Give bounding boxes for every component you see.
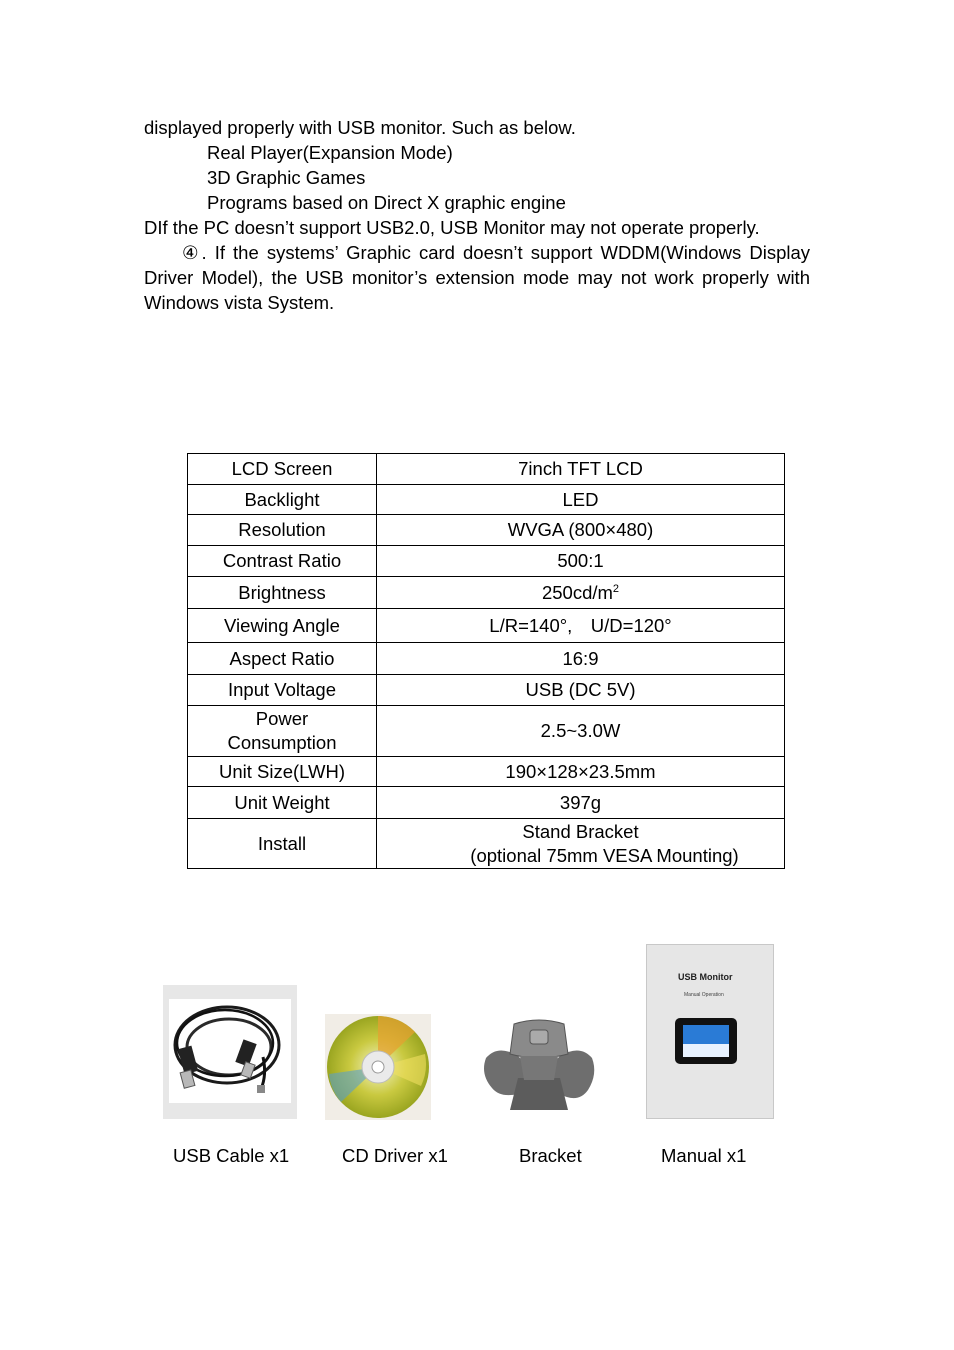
wddm-note-line2: Driver Model), the USB monitor’s extension mode may not work properly with [144,267,810,288]
cd-driver-photo [325,1014,431,1120]
spec-label: Input Voltage [188,675,377,706]
spec-label: Aspect Ratio [188,643,377,675]
bracket-icon [478,1018,600,1114]
spec-table [187,453,785,869]
spec-label: Viewing Angle [188,609,377,643]
spec-value: USB (DC 5V) [377,675,785,706]
intro-item-real-player: Real Player(Expansion Mode) [207,142,453,163]
spec-label-line1: Power [255,708,309,729]
cd-disc-icon [325,1014,431,1120]
wddm-marker: ④ [182,242,202,263]
spec-label: Contrast Ratio [188,546,377,577]
spec-value: 16:9 [377,643,785,675]
caption-bracket: Bracket [519,1145,582,1166]
table-row [188,819,785,869]
table-row [188,546,785,577]
wddm-note-line3: Windows vista System. [144,292,335,313]
table-row [188,454,785,485]
monitor-icon [675,1018,737,1066]
manual-cover-title: USB Monitor [678,972,733,982]
spec-value: L/R=140°, U/D=120° [377,609,785,643]
intro-line: displayed properly with USB monitor. Such as below. [144,117,576,138]
spec-value: LED [377,485,785,515]
table-row [188,643,785,675]
spec-value-line2: (optional 75mm VESA Mounting) [470,844,739,866]
spec-value-text: 250cd/m [541,581,613,603]
spec-value: 7inch TFT LCD [377,454,785,485]
intro-item-3d-games: 3D Graphic Games [207,167,366,188]
wddm-text-1: . If the systems’ Graphic card doesn’t support WDDM(Windows Display [201,242,811,263]
table-row [188,706,785,757]
table-row [188,485,785,515]
spec-value: 190×128×23.5mm [377,757,785,787]
spec-value-line1: Stand Bracket [522,820,639,842]
manual-photo [646,944,774,1119]
spec-value: 397g [377,787,785,819]
bracket-photo [478,1018,600,1114]
table-row [188,577,785,609]
spec-value: 500:1 [377,546,785,577]
spec-label [188,706,377,757]
wddm-note-line1 [182,240,810,265]
spec-label: Brightness [188,577,377,609]
table-row [188,757,785,787]
spec-value: WVGA (800×480) [377,515,785,546]
caption-cd-driver: CD Driver x1 [342,1145,448,1166]
usb-cable-icon [163,985,297,1119]
caption-usb-cable: USB Cable x1 [173,1145,290,1166]
spec-label: Resolution [188,515,377,546]
intro-item-directx: Programs based on Direct X graphic engine [207,192,566,213]
spec-value [377,577,785,609]
spec-label: LCD Screen [188,454,377,485]
table-row [188,515,785,546]
table-row [188,609,785,643]
table-row [188,675,785,706]
spec-value: 2.5~3.0W [377,706,785,757]
spec-label: Install [188,819,377,869]
spec-label-line2: Consumption [227,732,337,753]
usb-cable-photo [163,985,297,1119]
spec-label: Backlight [188,485,377,515]
spec-label: Unit Weight [188,787,377,819]
usb-note: DIf the PC doesn’t support USB2.0, USB Monitor may not operate properly. [144,217,760,238]
manual-cover-subtitle: Manual Operation [684,992,724,998]
caption-manual: Manual x1 [661,1145,747,1166]
table-row [188,787,785,819]
spec-value [377,819,785,869]
superscript: 2 [612,582,620,595]
spec-label: Unit Size(LWH) [188,757,377,787]
